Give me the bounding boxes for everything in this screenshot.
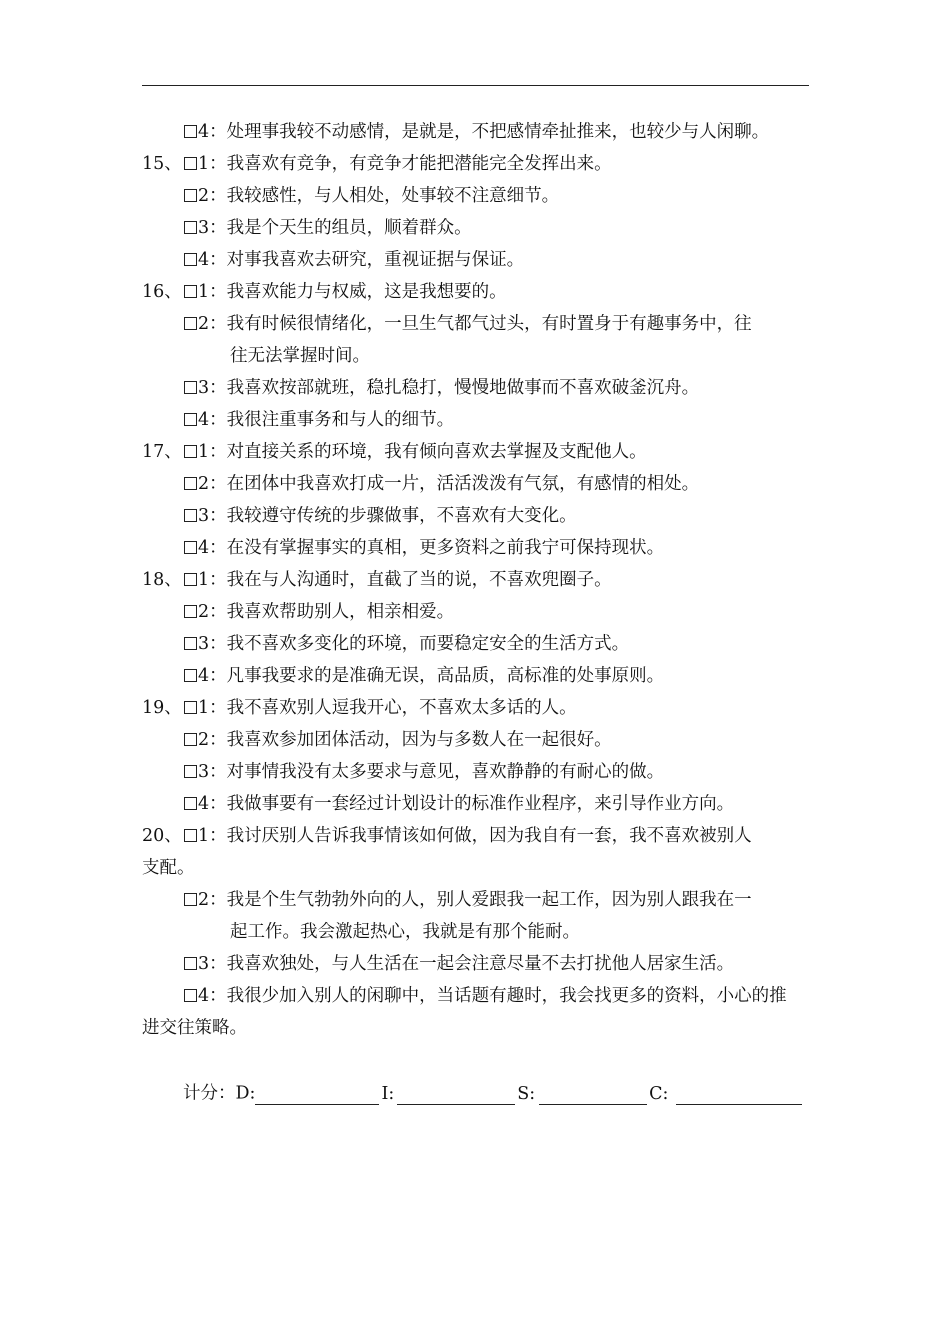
option-colon: ： — [209, 666, 227, 686]
option-text-continuation: 支配。 — [142, 858, 195, 878]
option-number: 1 — [198, 826, 210, 846]
option-text: 我喜欢按部就班，稳扎稳打，慢慢地做事而不喜欢破釜沉舟。 — [226, 378, 700, 398]
option-colon: ： — [209, 954, 227, 974]
option-number: 4 — [198, 250, 210, 270]
score-i-field[interactable] — [397, 1082, 515, 1105]
option-number: 2 — [198, 314, 210, 334]
option-text: 处理事我较不动感情，是就是，不把感情牵扯推来，也较少与人闲聊。 — [226, 122, 770, 142]
checkbox[interactable] — [184, 541, 197, 554]
checkbox[interactable] — [184, 477, 197, 490]
option-text: 我喜欢独处，与人生活在一起会注意尽量不去打扰他人居家生活。 — [226, 954, 735, 974]
option-number: 1 — [198, 282, 210, 302]
option-colon: ： — [209, 442, 227, 462]
checkbox[interactable] — [184, 317, 197, 330]
question-line — [142, 404, 842, 436]
option-number: 3 — [198, 506, 210, 526]
option-row — [184, 628, 629, 660]
score-s-field[interactable] — [539, 1082, 647, 1105]
question-line — [142, 148, 842, 180]
option-text: 我是个天生的组员，顺着群众。 — [226, 218, 472, 238]
option-number: 2 — [198, 186, 210, 206]
checkbox[interactable] — [184, 381, 197, 394]
option-row — [184, 308, 752, 340]
question-line — [142, 340, 842, 372]
option-text: 我很注重事务和与人的细节。 — [226, 410, 455, 430]
option-text-continuation: 往无法掌握时间。 — [230, 346, 370, 366]
option-number: 1 — [198, 570, 210, 590]
question-line — [142, 596, 842, 628]
header-rule — [142, 85, 809, 86]
option-colon: ： — [209, 890, 227, 910]
checkbox[interactable] — [184, 221, 197, 234]
option-number: 4 — [198, 410, 210, 430]
question-line — [142, 500, 842, 532]
question-line — [142, 1012, 842, 1044]
option-colon: ： — [209, 794, 227, 814]
option-row — [184, 660, 664, 692]
option-number: 3 — [198, 378, 210, 398]
checkbox[interactable] — [184, 157, 197, 170]
option-text: 在团体中我喜欢打成一片，活活泼泼有气氛，有感情的相处。 — [226, 474, 700, 494]
option-row — [184, 244, 524, 276]
question-line — [142, 756, 842, 788]
option-number: 2 — [198, 474, 210, 494]
score-s-label: S: — [517, 1083, 536, 1104]
checkbox[interactable] — [184, 509, 197, 522]
option-number: 4 — [198, 122, 210, 142]
option-number: 4 — [198, 666, 210, 686]
option-colon: ： — [209, 154, 227, 174]
checkbox[interactable] — [184, 733, 197, 746]
option-colon: ： — [209, 698, 227, 718]
option-colon: ： — [209, 314, 227, 334]
score-d-label: D: — [235, 1083, 256, 1104]
option-text: 对事我喜欢去研究，重视证据与保证。 — [226, 250, 525, 270]
option-row — [184, 372, 699, 404]
checkbox[interactable] — [184, 253, 197, 266]
question-line — [142, 916, 842, 948]
option-number: 2 — [198, 602, 210, 622]
option-text: 我喜欢参加团体活动，因为与多数人在一起很好。 — [226, 730, 612, 750]
question-line — [142, 212, 842, 244]
checkbox[interactable] — [184, 189, 197, 202]
question-line — [142, 852, 842, 884]
option-number: 1 — [198, 698, 210, 718]
option-colon: ： — [209, 634, 227, 654]
question-number: 18、 — [142, 570, 182, 590]
option-row — [184, 884, 752, 916]
option-colon: ： — [209, 186, 227, 206]
checkbox[interactable] — [184, 765, 197, 778]
option-number: 4 — [198, 794, 210, 814]
option-text: 凡事我要求的是准确无误，高品质，高标准的处事原则。 — [226, 666, 665, 686]
option-number: 2 — [198, 890, 210, 910]
option-number: 3 — [198, 762, 210, 782]
question-line — [142, 468, 842, 500]
question-line — [142, 948, 842, 980]
option-row — [184, 724, 612, 756]
option-number: 4 — [198, 986, 210, 1006]
option-colon: ： — [209, 410, 227, 430]
option-row — [184, 212, 472, 244]
question-line — [142, 276, 842, 308]
score-c-label: C: — [649, 1083, 669, 1104]
checkbox[interactable] — [184, 797, 197, 810]
question-line — [142, 628, 842, 660]
checkbox[interactable] — [184, 829, 197, 842]
score-label: 计分： — [183, 1083, 236, 1104]
option-text: 我在与人沟通时，直截了当的说，不喜欢兜圈子。 — [226, 570, 612, 590]
option-number: 3 — [198, 634, 210, 654]
option-colon: ： — [209, 122, 227, 142]
checkbox[interactable] — [184, 413, 197, 426]
checkbox[interactable] — [184, 669, 197, 682]
option-text: 我不喜欢别人逗我开心，不喜欢太多话的人。 — [226, 698, 577, 718]
option-colon: ： — [209, 826, 227, 846]
option-text: 我做事要有一套经过计划设计的标准作业程序，来引导作业方向。 — [226, 794, 735, 814]
question-line — [142, 980, 842, 1012]
question-line — [142, 436, 842, 468]
question-number: 17、 — [142, 442, 182, 462]
option-colon: ： — [209, 474, 227, 494]
option-colon: ： — [209, 506, 227, 526]
checkbox[interactable] — [184, 637, 197, 650]
score-c-field[interactable] — [676, 1082, 802, 1105]
option-colon: ： — [209, 250, 227, 270]
question-list — [142, 116, 842, 1044]
option-text: 我讨厌别人告诉我事情该如何做，因为我自有一套，我不喜欢被别人 — [226, 826, 752, 846]
question-line — [142, 116, 842, 148]
question-number: 16、 — [142, 282, 182, 302]
score-i-label: I: — [381, 1083, 395, 1104]
option-text-continuation: 起工作。我会激起热心，我就是有那个能耐。 — [230, 922, 580, 942]
option-row — [184, 596, 454, 628]
option-row — [184, 276, 507, 308]
option-row — [184, 148, 612, 180]
question-line — [142, 564, 842, 596]
option-text: 我较感性，与人相处，处事较不注意细节。 — [226, 186, 560, 206]
option-text: 我是个生气勃勃外向的人，别人爱跟我一起工作，因为别人跟我在一 — [226, 890, 752, 910]
option-colon: ： — [209, 218, 227, 238]
checkbox[interactable] — [184, 125, 197, 138]
option-text: 我喜欢有竞争，有竞争才能把潜能完全发挥出来。 — [226, 154, 612, 174]
option-colon: ： — [209, 282, 227, 302]
question-line — [142, 244, 842, 276]
option-row — [184, 756, 664, 788]
option-colon: ： — [209, 730, 227, 750]
option-text: 对事情我没有太多要求与意见，喜欢静静的有耐心的做。 — [226, 762, 665, 782]
question-line — [142, 180, 842, 212]
option-number: 3 — [198, 954, 210, 974]
question-line — [142, 884, 842, 916]
question-line — [142, 660, 842, 692]
question-line — [142, 788, 842, 820]
checkbox[interactable] — [184, 285, 197, 298]
option-text: 我喜欢帮助别人，相亲相爱。 — [226, 602, 455, 622]
option-text-continuation: 进交往策略。 — [142, 1018, 247, 1038]
option-number: 4 — [198, 538, 210, 558]
option-row — [184, 820, 752, 852]
question-line — [142, 724, 842, 756]
question-number: 20、 — [142, 826, 182, 846]
option-number: 2 — [198, 730, 210, 750]
question-line — [142, 820, 842, 852]
option-row — [184, 564, 612, 596]
option-row — [184, 692, 577, 724]
question-line — [142, 372, 842, 404]
option-row — [184, 404, 454, 436]
option-colon: ： — [209, 986, 227, 1006]
checkbox[interactable] — [184, 957, 197, 970]
option-text: 对直接关系的环境，我有倾向喜欢去掌握及支配他人。 — [226, 442, 647, 462]
question-line — [142, 308, 842, 340]
checkbox[interactable] — [184, 701, 197, 714]
option-text: 在没有掌握事实的真相，更多资料之前我宁可保持现状。 — [226, 538, 665, 558]
option-number: 1 — [198, 154, 210, 174]
score-d-field[interactable] — [255, 1082, 379, 1105]
option-colon: ： — [209, 570, 227, 590]
option-colon: ： — [209, 538, 227, 558]
question-number: 15、 — [142, 154, 182, 174]
question-line — [142, 692, 842, 724]
question-line — [142, 532, 842, 564]
option-row — [184, 180, 559, 212]
option-colon: ： — [209, 378, 227, 398]
checkbox[interactable] — [184, 893, 197, 906]
option-text: 我不喜欢多变化的环境，而要稳定安全的生活方式。 — [226, 634, 630, 654]
option-number: 3 — [198, 218, 210, 238]
option-row — [184, 532, 664, 564]
option-row — [184, 948, 734, 980]
option-number: 1 — [198, 442, 210, 462]
checkbox[interactable] — [184, 605, 197, 618]
option-text: 我很少加入别人的闲聊中，当话题有趣时，我会找更多的资料，小心的推 — [226, 986, 787, 1006]
option-row — [184, 116, 769, 148]
option-row — [184, 468, 699, 500]
option-text: 我喜欢能力与权威，这是我想要的。 — [226, 282, 507, 302]
option-text: 我较遵守传统的步骤做事，不喜欢有大变化。 — [226, 506, 577, 526]
option-row — [184, 980, 787, 1012]
checkbox[interactable] — [184, 989, 197, 1002]
option-colon: ： — [209, 602, 227, 622]
option-text: 我有时候很情绪化，一旦生气都气过头，有时置身于有趣事务中，往 — [226, 314, 752, 334]
option-row — [184, 788, 734, 820]
option-colon: ： — [209, 762, 227, 782]
score-line — [183, 1077, 802, 1110]
checkbox[interactable] — [184, 573, 197, 586]
option-row — [184, 436, 647, 468]
question-number: 19、 — [142, 698, 182, 718]
option-row — [184, 500, 577, 532]
checkbox[interactable] — [184, 445, 197, 458]
